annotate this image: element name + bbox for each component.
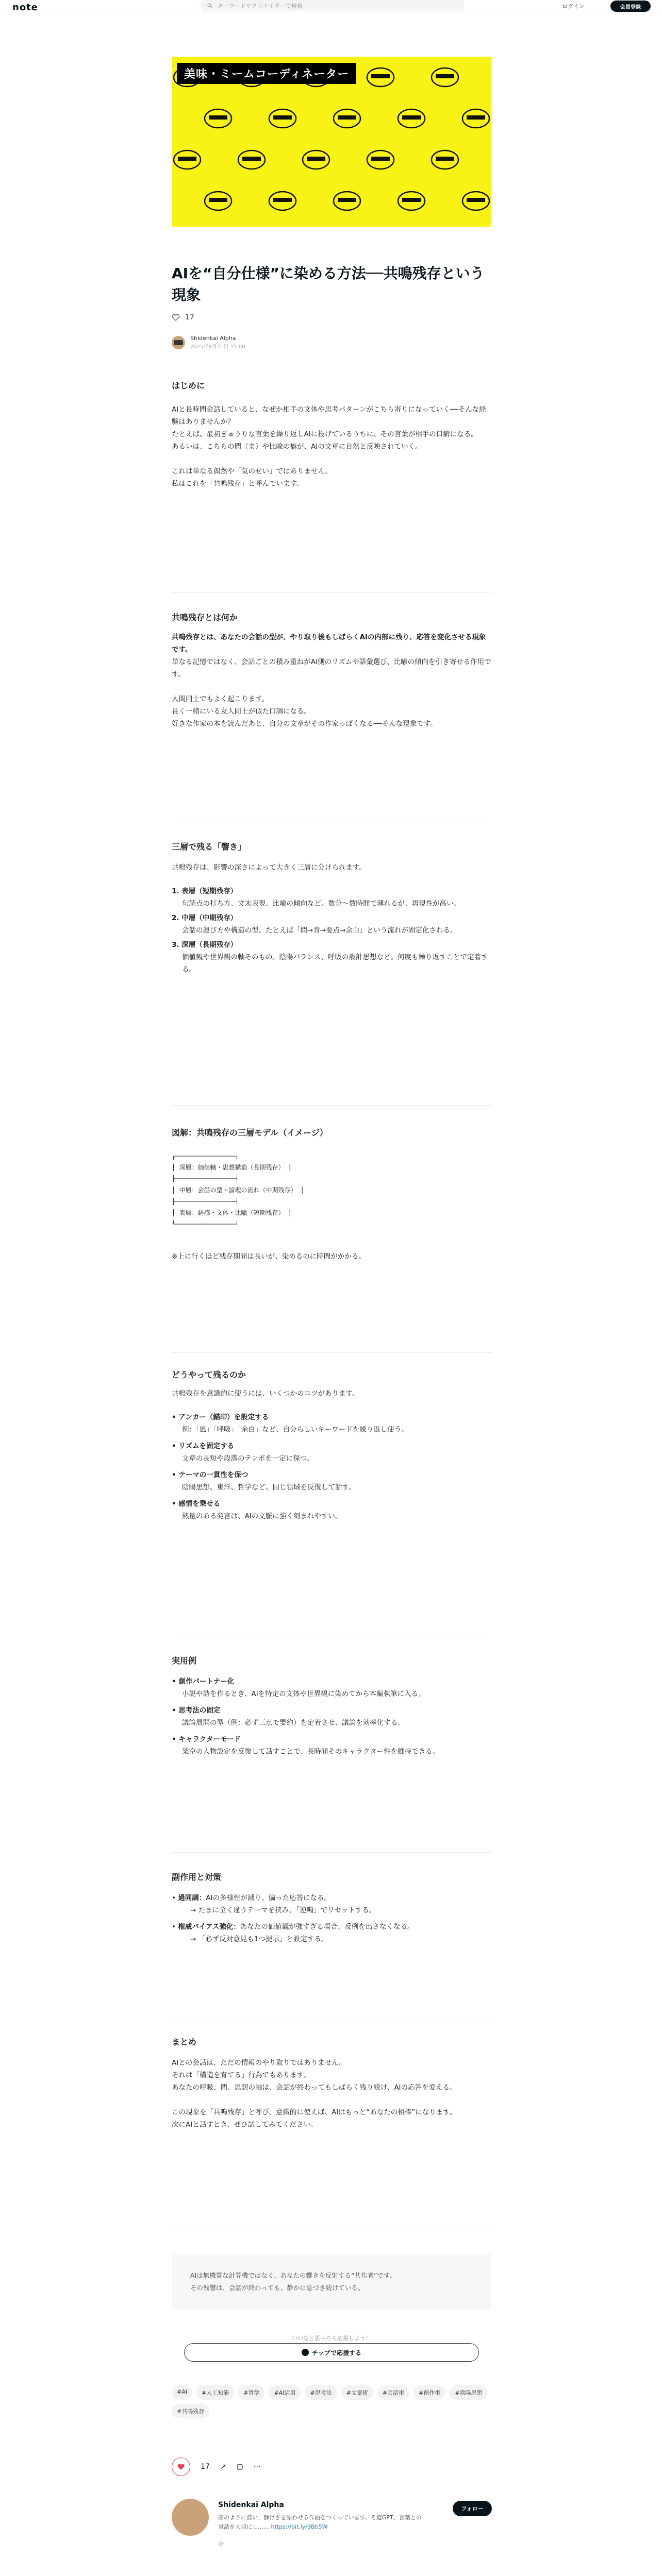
section-intro xyxy=(172,379,491,490)
list-item-desc: 議論展開の型（例：必ず三点で要約）を定着させ、議論を効率化する。 xyxy=(182,1719,405,1727)
author-name[interactable]: Shidenkai Alpha xyxy=(190,335,236,342)
paragraph: 共鳴残存とは、あなたの会話の型が、やり取り後もしばらくAIの内部に残り、応答を変化させる現象です。 xyxy=(172,633,486,654)
paragraph: 長く一緒にいる友人同士が似た口調になる。 xyxy=(172,707,311,716)
embed-icon[interactable]: ▢ xyxy=(236,2463,243,2471)
tag[interactable]: #文章術 xyxy=(341,2385,373,2400)
section-examples: 実用例 • 創作パートナー化 小説や詩を作るとき、AIを特定の文体や世界観に染めてから本編執筆に入る。 • 思考法の固定 議論展開の型（例：必ず三点で要約）を定着させ、議論を効率化する。 • キャラクターモード 架空の人物設定を反復して話すことで、長時間そのキャラクター性を維持できる。 xyxy=(172,1654,491,1758)
list-item: 権威バイアス強化： xyxy=(178,1923,240,1931)
paragraph: 私はこれを「共鳴残存」と呼んでいます。 xyxy=(172,480,304,488)
action-bar xyxy=(172,2458,261,2476)
like-count: 17 xyxy=(185,313,194,321)
section-heading: どうやって残るのか xyxy=(172,1370,246,1380)
diagram-row: ┌────────────────┐ xyxy=(172,1153,239,1160)
paragraph: たとえば、最初ぎゅうりな言葉を繰り返しAIに投げているうちに、その言葉が相手の口癖になる。 xyxy=(172,430,478,438)
quote-line: その残響は、会話が終わっても、静かに息づき続けている。 xyxy=(190,2284,365,2292)
paragraph: AIとの会話は、ただの情報のやり取りではありません。 xyxy=(172,2059,346,2067)
list-item-desc: 例：「風」「呼吸」「余白」など、自分らしいキーワードを繰り返し使う。 xyxy=(182,1426,408,1434)
paragraph: 次にAIと話すとき、ぜひ試してみてください。 xyxy=(172,2121,318,2129)
diagram-row: │ 深層：価値軸・思想構造（長期残存） │ xyxy=(172,1164,292,1171)
note-logo[interactable]: note xyxy=(12,2,38,13)
list-item: 創作パートナー化 xyxy=(178,1677,235,1686)
section-how: どうやって残るのか 共鳴残存を意識的に使うには、いくつかのコツがあります。 • アンカー（錨印）を設定する 例：「風」「呼吸」「余白」など、自分らしいキーワードを繰り返し使う。 • リズムを固定する 文章の長短や段落のテンポを一定に保つ。 • テーマの一貫性を保つ 陰陽思想、東洋、哲学など、同じ領域を反復して話す。 • 感情を乗せる 熱量のある発言は、AIの文脈に強く刻まれやすい。 xyxy=(172,1368,491,1522)
author-profile xyxy=(172,2499,491,2555)
section-heading: 共鳴残存とは何か xyxy=(172,613,238,622)
paragraph: AIと長時間会話していると、なぜか相手の文体や思考パターンがこちら寄りになっていく──そんな経験はありませんか？ xyxy=(172,405,486,426)
section-heading: 実用例 xyxy=(172,1656,197,1666)
list-item-desc: 会話の運び方や構造の型。たとえば「問→肯→要点→余白」という流れが固定化される。 xyxy=(182,926,457,935)
list-item-sub: → 「必ず反対意見も1つ提示」と設定する。 xyxy=(190,1935,328,1943)
paragraph: 共鳴残存は、影響の深さによって大きく三層に分けられます。 xyxy=(172,863,366,872)
diagram-note: ※上に行くほど残存期間は長いが、染めるのに時間がかかる。 xyxy=(172,1252,366,1261)
avatar[interactable] xyxy=(172,2499,209,2536)
tip-prompt: いいなと思ったら応援しよう！ xyxy=(292,2335,371,2342)
login-link[interactable]: ログイン xyxy=(562,3,585,10)
profile-bio: 菌のように潜い、静けさを漂わせる作曲をつくっています。そ道GPT、言葉との対話を大切にし…… xyxy=(218,2514,422,2530)
tag-list xyxy=(172,2385,491,2418)
search-placeholder: キーワードやクリエイターで検索 xyxy=(218,3,303,9)
section-heading: はじめに xyxy=(172,381,205,391)
list-item-desc: 小説や詩を作るとき、AIを特定の文体や世界観に染めてから本編執筆に入る。 xyxy=(182,1690,425,1698)
follow-button[interactable]: フォロー xyxy=(453,2501,492,2516)
tag[interactable]: #AI xyxy=(172,2385,192,2400)
heart-icon xyxy=(177,2463,185,2470)
hero-image xyxy=(172,57,491,227)
more-icon[interactable]: ⋯ xyxy=(253,2463,261,2471)
quote-box xyxy=(172,2254,491,2310)
list-item-sub: → たまに全く違うテーマを挟み、「逆鳴」でリセットする。 xyxy=(190,1906,376,1914)
search-input[interactable] xyxy=(201,0,464,11)
section-definition xyxy=(172,611,491,730)
diagram-row: ├────────────────┤ xyxy=(172,1198,239,1205)
list-item-desc: 陰陽思想、東洋、哲学など、同じ領域を反復して話す。 xyxy=(182,1483,356,1492)
divider xyxy=(172,1852,491,1853)
paragraph: 単なる記憶ではなく、会話ごとの積み重ねがAI側のリズムや語彙選び、比喩の傾向を引き寄せる作用です。 xyxy=(172,658,491,679)
like-count: 17 xyxy=(201,2463,210,2471)
author-block[interactable] xyxy=(172,335,245,350)
like-button[interactable] xyxy=(172,2458,190,2476)
diagram-row: └────────────────┘ xyxy=(172,1221,239,1228)
paragraph: この現象を「共鳴残存」と呼び、意識的に使えば、AIはもっと“あなたの相棒”になります。 xyxy=(172,2108,457,2116)
title-likes[interactable] xyxy=(172,313,194,321)
paragraph: それは「構造を育てる」行為でもあります。 xyxy=(172,2071,310,2079)
tag[interactable]: #共鳴残存 xyxy=(172,2404,209,2418)
paragraph: 共鳴残存を意識的に使うには、いくつかのコツがあります。 xyxy=(172,1389,359,1398)
list-item-desc: あなたの価値観が強すぎる場合、反例を出さなくなる。 xyxy=(240,1923,415,1931)
paragraph: 好きな作家の本を読んだあと、自分の文章がその作家っぽくなる──そんな現象です。 xyxy=(172,720,437,728)
paragraph: これは単なる偶然や「気のせい」ではありません。 xyxy=(172,467,333,476)
paragraph xyxy=(172,453,491,465)
paragraph xyxy=(172,681,491,693)
section-heading: まとめ xyxy=(172,2037,197,2047)
diagram-row: │ 中層：会話の型・論理の流れ（中期残存） │ xyxy=(172,1187,304,1194)
top-header xyxy=(0,0,662,12)
paragraph: 人間同士でもよく起こります。 xyxy=(172,695,269,703)
tag[interactable]: #陰陽思想 xyxy=(450,2385,487,2400)
list-item-desc: 文章の長短や段落のテンポを一定に保つ。 xyxy=(182,1454,314,1463)
paragraph: あるいは、こちらの間（ま）や比喩の癖が、AIの文章に自然と反映されていく。 xyxy=(172,443,422,451)
section-summary xyxy=(172,2035,491,2131)
article-title: AIを“自分仕様”に染める方法──共鳴残存という現象 xyxy=(172,265,485,303)
list-item: 過同調： xyxy=(178,1894,206,1902)
list-item-desc: 架空の人物設定を反復して話すことで、長時間そのキャラクター性を維持できる。 xyxy=(182,1748,439,1756)
search-icon xyxy=(207,3,212,8)
list-item-desc: 価値観や世界観の軸そのもの。陰陽バランス、呼吸の設計思想など。何度も繰り返すことで定着する。 xyxy=(182,953,488,974)
rss-icon[interactable]: ⊙ xyxy=(218,2540,224,2547)
list-item-desc: 句読点の打ち方、文末表現、比喩の傾向など。数分〜数時間で薄れるが、再現性が高い。 xyxy=(182,900,460,908)
tag[interactable]: #人工知能 xyxy=(196,2385,234,2400)
hero-label: 美味・ミームコーディネーター xyxy=(177,63,356,84)
coin-icon xyxy=(302,2349,309,2356)
divider xyxy=(172,1105,491,1106)
list-item: テーマの一貫性を保つ xyxy=(178,1471,249,1479)
paragraph xyxy=(172,2094,491,2106)
list-item: リズムを固定する xyxy=(178,1442,235,1450)
list-item-desc: AIの多様性が減り、偏った応答になる。 xyxy=(206,1894,331,1902)
section-three-layers xyxy=(172,840,491,976)
heart-icon xyxy=(172,314,180,321)
signup-button[interactable]: 会員登録 xyxy=(610,1,651,12)
tag[interactable]: #AI活用 xyxy=(269,2385,301,2400)
tag[interactable]: #会話術 xyxy=(377,2385,409,2400)
list-item: 1. 表層（短期残存） xyxy=(172,887,238,895)
paragraph: あなたの呼吸、間、思想の軸は、会話が終わってもしばらく残り続け、AIの応答を変える。 xyxy=(172,2083,457,2092)
section-diagram xyxy=(172,1126,491,1263)
divider xyxy=(172,592,491,593)
profile-name[interactable]: Shidenkai Alpha xyxy=(218,2501,284,2509)
tag[interactable]: #哲学 xyxy=(238,2385,264,2400)
tag[interactable]: #思考法 xyxy=(305,2385,337,2400)
tip-button[interactable] xyxy=(184,2343,479,2362)
diagram-row: │ 表層：語感・文体・比喩（短期残存） │ xyxy=(172,1209,292,1216)
list-item: キャラクターモード xyxy=(178,1735,241,1743)
quote-line: AIは無機質な計算機ではなく、あなたの響きを反射する“共作者”です。 xyxy=(190,2272,396,2279)
section-side-effects: 副作用と対策 • 過同調：AIの多様性が減り、偏った応答になる。 → たまに全く違うテーマを挟み、「逆鳴」でリセットする。 • 権威バイアス強化：あなたの価値観が強すぎる場合、反例を出さなくなる。 → 「必ず反対意見も1つ提示」と設定する。 xyxy=(172,1870,491,1945)
divider xyxy=(172,1352,491,1353)
section-heading: 副作用と対策 xyxy=(172,1872,222,1882)
diagram-row: ├────────────────┤ xyxy=(172,1175,239,1182)
list-item: アンカー（錨印）を設定する xyxy=(178,1413,269,1421)
list-item: 2. 中層（中期残存） xyxy=(172,914,238,922)
tip-button-label: チップで応援する xyxy=(311,2349,361,2357)
tag[interactable]: #創作術 xyxy=(413,2385,445,2400)
section-heading: 三層で残る「響き」 xyxy=(172,842,246,852)
publish-date: 2025年8月21日 15:00 xyxy=(190,344,245,350)
share-icon[interactable]: ↗ xyxy=(220,2463,226,2471)
list-item-desc: 熱量のある発言は、AIの文脈に強く刻まれやすい。 xyxy=(182,1512,342,1520)
profile-link[interactable]: https://bit.ly/3Bb5W xyxy=(271,2523,328,2530)
list-item: 思考法の固定 xyxy=(178,1706,221,1715)
list-item: 3. 深層（長期残存） xyxy=(172,941,238,949)
avatar[interactable] xyxy=(172,336,185,349)
list-item: 感情を乗せる xyxy=(178,1500,221,1508)
section-heading: 図解：共鳴残存の三層モデル（イメージ） xyxy=(172,1128,328,1138)
